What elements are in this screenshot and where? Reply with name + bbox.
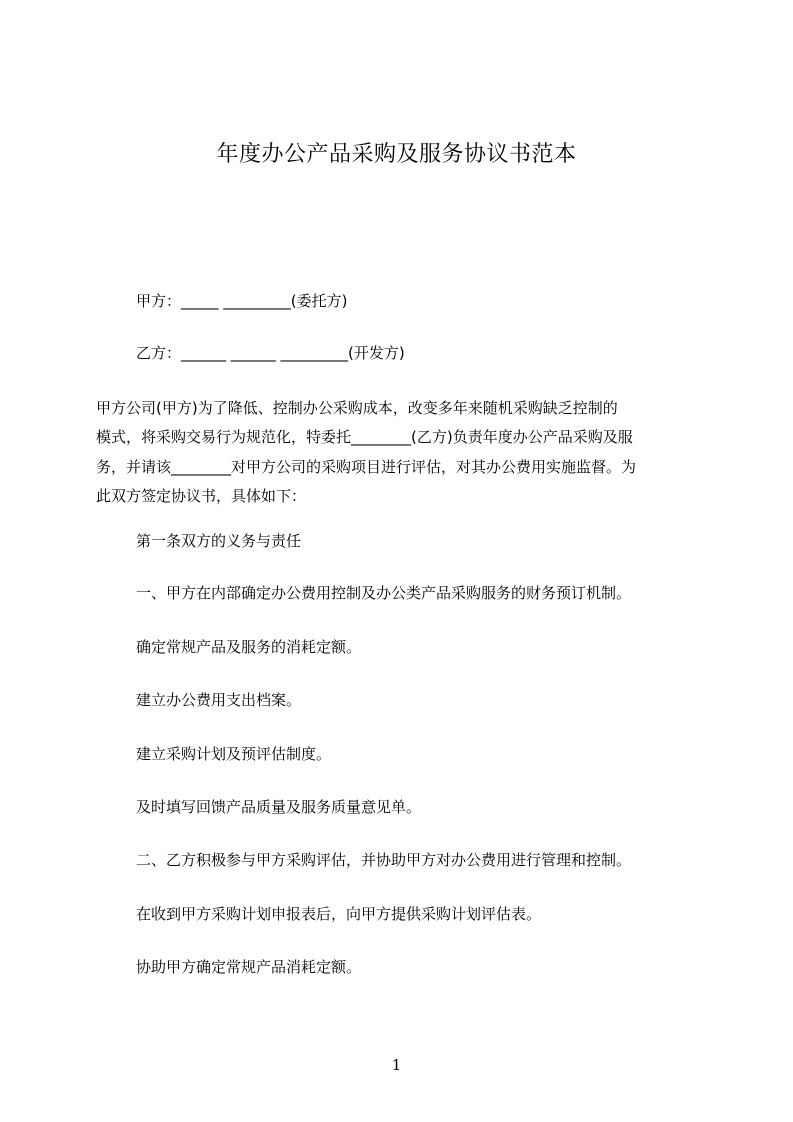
party-a-line: 甲方：_____ _________(委托方)	[136, 292, 348, 310]
page-number: 1	[391, 1056, 402, 1074]
document-title: 年度办公产品采购及服务协议书范本	[216, 142, 577, 167]
list-item: 在收到甲方采购计划申报表后，向甲方提供采购计划评估表。	[136, 905, 542, 923]
intro-line: 甲方公司(甲方)为了降低、控制办公采购成本，改变多年来随机采购缺乏控制的	[96, 399, 618, 417]
party-b-line: 乙方：______ ______ _________(开发方)	[136, 344, 405, 362]
list-item: 确定常规产品及服务的消耗定额。	[136, 638, 362, 656]
list-item: 协助甲方确定常规产品消耗定额。	[136, 958, 362, 976]
list-item: 建立办公费用支出档案。	[136, 691, 302, 709]
article-heading: 第一条双方的义务与责任	[136, 532, 302, 550]
intro-line: 此双方签定协议书，具体如下：	[96, 486, 307, 505]
intro-paragraph	[96, 394, 700, 511]
section-one-heading: 一、甲方在内部确定办公费用控制及办公类产品采购服务的财务预订机制。	[136, 584, 632, 602]
list-item: 建立采购计划及预评估制度。	[136, 745, 332, 763]
intro-line: 务，并请该________对甲方公司的采购项目进行评估，对其办公费用实施监督。为	[96, 457, 637, 476]
list-item: 及时填写回馈产品质量及服务质量意见单。	[136, 798, 422, 816]
intro-line: 模式，将采购交易行为规范化，特委托________(乙方)负责年度办公产品采购及服	[96, 428, 633, 447]
section-two-heading: 二、乙方积极参与甲方采购评估，并协助甲方对办公费用进行管理和控制。	[136, 851, 632, 869]
